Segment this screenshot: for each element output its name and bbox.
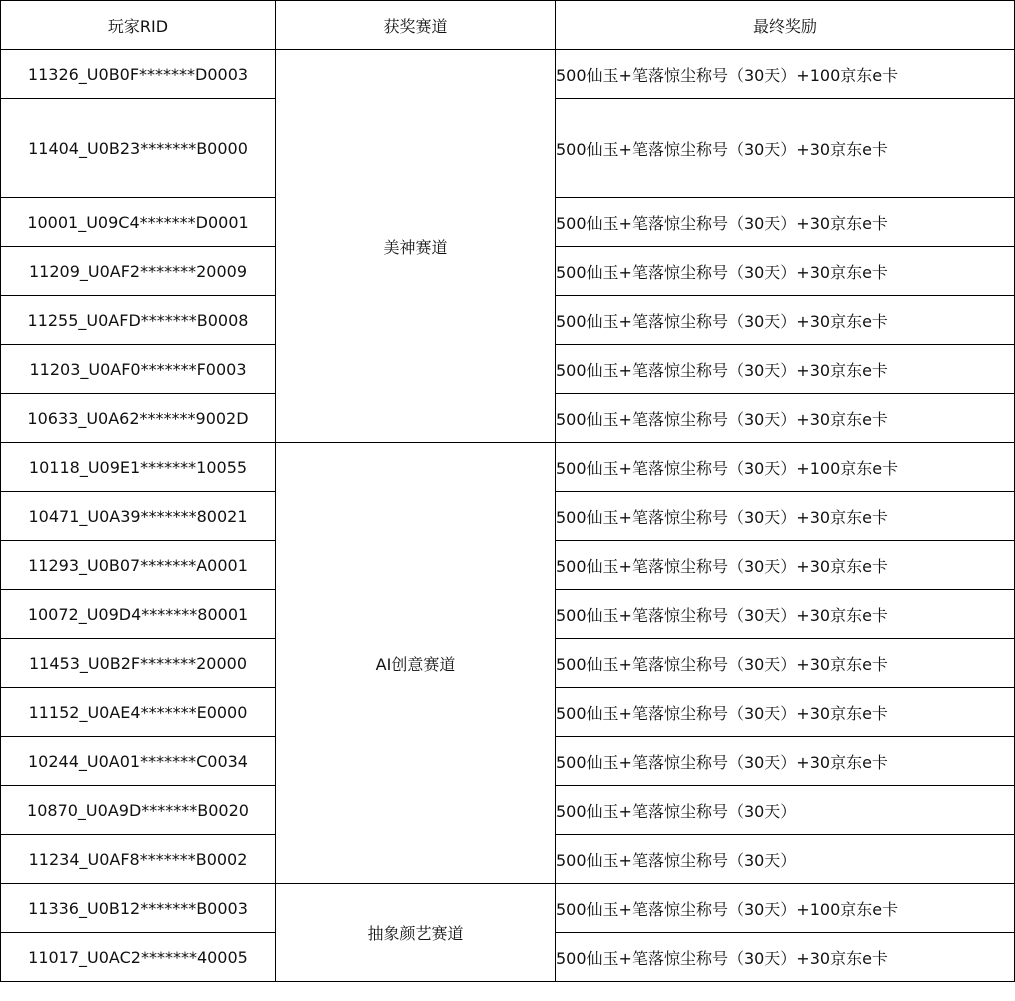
player-rid-cell: 11336_U0B12*******B0003 <box>1 884 276 933</box>
player-rid-cell: 11255_U0AFD*******B0008 <box>1 296 276 345</box>
reward-cell: 500仙玉+笔落惊尘称号（30天）+30京东e卡 <box>556 541 1015 590</box>
player-rid-cell: 11234_U0AF8*******B0002 <box>1 835 276 884</box>
reward-cell: 500仙玉+笔落惊尘称号（30天）+30京东e卡 <box>556 737 1015 786</box>
player-rid-cell: 11293_U0B07*******A0001 <box>1 541 276 590</box>
player-rid-cell: 10072_U09D4*******80001 <box>1 590 276 639</box>
reward-cell: 500仙玉+笔落惊尘称号（30天） <box>556 786 1015 835</box>
table-row <box>1 50 1015 99</box>
reward-cell: 500仙玉+笔落惊尘称号（30天） <box>556 835 1015 884</box>
header-reward: 最终奖励 <box>556 1 1015 50</box>
player-rid-cell: 11326_U0B0F*******D0003 <box>1 50 276 99</box>
reward-cell: 500仙玉+笔落惊尘称号（30天）+100京东e卡 <box>556 884 1015 933</box>
player-rid-cell: 11203_U0AF0*******F0003 <box>1 345 276 394</box>
player-rid-cell: 10244_U0A01*******C0034 <box>1 737 276 786</box>
table-row <box>1 443 1015 492</box>
reward-cell: 500仙玉+笔落惊尘称号（30天）+30京东e卡 <box>556 688 1015 737</box>
reward-cell: 500仙玉+笔落惊尘称号（30天）+30京东e卡 <box>556 345 1015 394</box>
reward-cell: 500仙玉+笔落惊尘称号（30天）+30京东e卡 <box>556 296 1015 345</box>
player-rid-cell: 10118_U09E1*******10055 <box>1 443 276 492</box>
reward-cell: 500仙玉+笔落惊尘称号（30天）+30京东e卡 <box>556 933 1015 982</box>
header-track: 获奖赛道 <box>276 1 556 50</box>
player-rid-cell: 10870_U0A9D*******B0020 <box>1 786 276 835</box>
reward-cell: 500仙玉+笔落惊尘称号（30天）+30京东e卡 <box>556 198 1015 247</box>
player-rid-cell: 10633_U0A62*******9002D <box>1 394 276 443</box>
track-cell: 美神赛道 <box>276 50 556 443</box>
player-rid-cell: 10001_U09C4*******D0001 <box>1 198 276 247</box>
player-rid-cell: 11209_U0AF2*******20009 <box>1 247 276 296</box>
header-player-rid: 玩家RID <box>1 1 276 50</box>
player-rid-cell: 11404_U0B23*******B0000 <box>1 99 276 198</box>
player-rid-cell: 11453_U0B2F*******20000 <box>1 639 276 688</box>
player-rid-cell: 11152_U0AE4*******E0000 <box>1 688 276 737</box>
reward-cell: 500仙玉+笔落惊尘称号（30天）+30京东e卡 <box>556 99 1015 198</box>
reward-cell: 500仙玉+笔落惊尘称号（30天）+30京东e卡 <box>556 492 1015 541</box>
track-cell: 抽象颜艺赛道 <box>276 884 556 982</box>
table-row <box>1 884 1015 933</box>
reward-cell: 500仙玉+笔落惊尘称号（30天）+30京东e卡 <box>556 394 1015 443</box>
reward-cell: 500仙玉+笔落惊尘称号（30天）+30京东e卡 <box>556 590 1015 639</box>
player-rid-cell: 10471_U0A39*******80021 <box>1 492 276 541</box>
table-body <box>1 50 1015 982</box>
track-cell: AI创意赛道 <box>276 443 556 884</box>
reward-cell: 500仙玉+笔落惊尘称号（30天）+30京东e卡 <box>556 247 1015 296</box>
reward-cell: 500仙玉+笔落惊尘称号（30天）+30京东e卡 <box>556 639 1015 688</box>
header-row <box>1 1 1015 50</box>
player-rid-cell: 11017_U0AC2*******40005 <box>1 933 276 982</box>
reward-cell: 500仙玉+笔落惊尘称号（30天）+100京东e卡 <box>556 50 1015 99</box>
reward-cell: 500仙玉+笔落惊尘称号（30天）+100京东e卡 <box>556 443 1015 492</box>
